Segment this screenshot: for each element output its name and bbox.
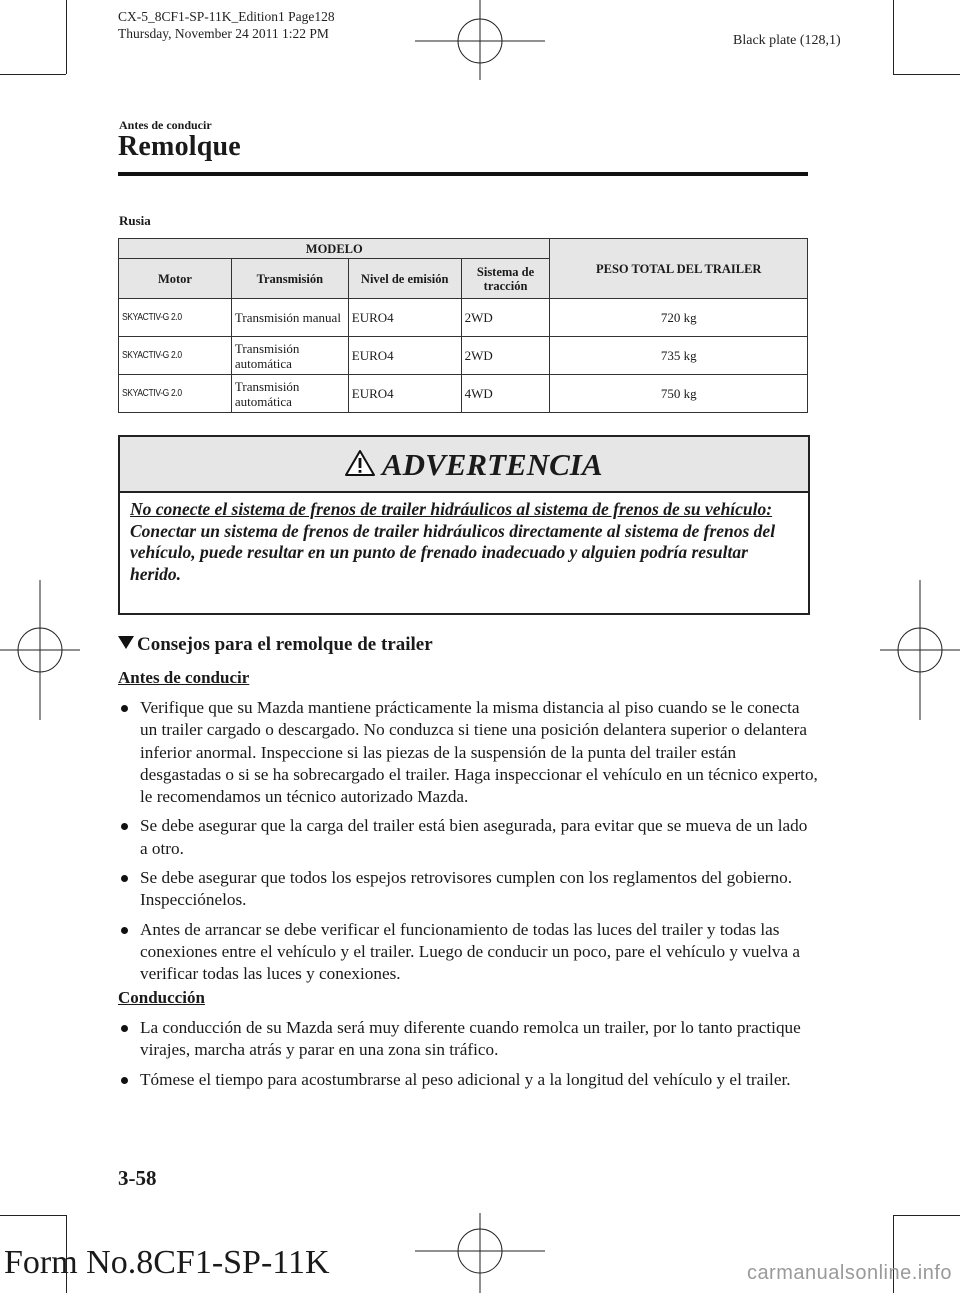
bullet-dot-icon bbox=[121, 927, 128, 934]
warning-title: ADVERTENCIA bbox=[382, 447, 603, 482]
emission-cell: EURO4 bbox=[348, 375, 461, 413]
list-item-text: Verifique que su Mazda mantiene prácticamente la misma distancia al piso cuando se le conecta un trailer cargado o descargado. No conduzca si tiene una posición delantera superior o delantera inferior anormal. Inspeccione si las piezas de la suspensión de la punta del trailer están desgastadas o si se ha sobrecargado el trailer. Haga inspeccionar el vehículo en un técnico experto, le recomendamos un técnico autorizado Mazda. bbox=[140, 698, 818, 807]
engine-cell: SKYACTIV-G 2.0 bbox=[119, 337, 215, 375]
warning-box bbox=[118, 435, 810, 615]
registration-mark-icon bbox=[880, 580, 960, 720]
bullet-dot-icon bbox=[121, 1025, 128, 1032]
crop-mark bbox=[893, 74, 960, 75]
table-row bbox=[119, 337, 808, 375]
crop-mark bbox=[66, 0, 67, 74]
page-title: Remolque bbox=[118, 131, 241, 162]
towing-spec-table bbox=[118, 238, 808, 413]
weight-cell: 720 kg bbox=[550, 299, 808, 337]
table-column-header: Motor bbox=[119, 259, 232, 299]
plate-info: Black plate (128,1) bbox=[733, 33, 841, 48]
transmission-cell: Transmisión manual bbox=[231, 299, 348, 337]
table-group-header: MODELO bbox=[119, 239, 550, 259]
page-number: 3-58 bbox=[118, 1166, 157, 1190]
form-number: Form No.8CF1-SP-11K bbox=[4, 1244, 330, 1281]
crop-mark bbox=[0, 74, 66, 75]
bullet-dot-icon bbox=[121, 705, 128, 712]
bullet-list-before-driving bbox=[118, 697, 818, 993]
warning-triangle-icon bbox=[344, 449, 376, 477]
crop-mark bbox=[893, 0, 894, 74]
table-weight-header: PESO TOTAL DEL TRAILER bbox=[550, 239, 808, 299]
list-item bbox=[118, 815, 818, 860]
list-item-text: La conducción de su Mazda será muy diferente cuando remolca un trailer, por lo tanto practique virajes, marcha atrás y parar en una zona sin tráfico. bbox=[140, 1018, 801, 1060]
warning-body bbox=[130, 499, 800, 585]
crop-mark bbox=[0, 1215, 66, 1216]
warning-lead: No conecte el sistema de frenos de trailer hidráulicos al sistema de frenos de su vehículo: bbox=[130, 499, 773, 519]
subsection-heading bbox=[118, 634, 433, 656]
print-header-line1: CX-5_8CF1-SP-11K_Edition1 Page128 bbox=[118, 9, 335, 24]
list-item bbox=[118, 1017, 818, 1062]
watermark: carmanualsonline.info bbox=[746, 1262, 952, 1284]
transmission-cell: Transmisión automática bbox=[231, 375, 348, 413]
list-item-text: Se debe asegurar que todos los espejos retrovisores cumplen con los reglamentos del gobierno. Inspecciónelos. bbox=[140, 868, 793, 910]
bullet-dot-icon bbox=[121, 1077, 128, 1084]
weight-cell: 735 kg bbox=[550, 337, 808, 375]
table-column-header: Sistema de tracción bbox=[461, 259, 550, 299]
table-column-header: Nivel de emisión bbox=[348, 259, 461, 299]
print-header bbox=[118, 8, 335, 42]
list-item bbox=[118, 867, 818, 912]
list-item-text: Antes de arrancar se debe verificar el funcionamiento de todas las luces del trailer y todas las conexiones entre el vehículo y el trailer. Luego de conducir un poco, pare el vehículo y vuelva a verificar todas las luces y conexiones. bbox=[140, 919, 801, 984]
table-row bbox=[119, 299, 808, 337]
group-heading-before-driving: Antes de conducir bbox=[118, 668, 250, 687]
region-label: Rusia bbox=[119, 213, 151, 228]
emission-cell: EURO4 bbox=[348, 299, 461, 337]
emission-cell: EURO4 bbox=[348, 337, 461, 375]
triangle-bullet-icon bbox=[118, 636, 134, 649]
bullet-dot-icon bbox=[121, 875, 128, 882]
table-column-header: Transmisión bbox=[231, 259, 348, 299]
group-heading-driving: Conducción bbox=[118, 988, 205, 1007]
transmission-cell: Transmisión automática bbox=[231, 337, 348, 375]
crop-mark bbox=[893, 1215, 960, 1216]
title-divider bbox=[118, 172, 808, 176]
weight-cell: 750 kg bbox=[550, 375, 808, 413]
list-item bbox=[118, 697, 818, 808]
drive-cell: 2WD bbox=[461, 337, 550, 375]
list-item bbox=[118, 919, 818, 986]
registration-mark-icon bbox=[415, 1213, 545, 1293]
bullet-dot-icon bbox=[121, 823, 128, 830]
engine-cell: SKYACTIV-G 2.0 bbox=[119, 299, 215, 337]
bullet-list-driving bbox=[118, 1017, 818, 1098]
table-row bbox=[119, 375, 808, 413]
registration-mark-icon bbox=[415, 0, 545, 80]
drive-cell: 2WD bbox=[461, 299, 550, 337]
section-label: Antes de conducir bbox=[119, 118, 212, 132]
subsection-title: Consejos para el remolque de trailer bbox=[137, 634, 433, 655]
warning-header bbox=[120, 437, 808, 493]
registration-mark-icon bbox=[0, 580, 80, 720]
engine-cell: SKYACTIV-G 2.0 bbox=[119, 375, 215, 413]
list-item-text: Se debe asegurar que la carga del trailer está bien asegurada, para evitar que se mueva de un lado a otro. bbox=[140, 816, 808, 858]
warning-text: Conectar un sistema de frenos de trailer hidráulicos directamente al sistema de frenos del vehículo, puede resultar en un punto de frenado inadecuado y alguien podría resultar herido. bbox=[130, 520, 776, 584]
list-item bbox=[118, 1069, 818, 1091]
print-header-line2: Thursday, November 24 2011 1:22 PM bbox=[118, 26, 329, 41]
list-item-text: Tómese el tiempo para acostumbrarse al peso adicional y a la longitud del vehículo y el trailer. bbox=[140, 1069, 791, 1089]
drive-cell: 4WD bbox=[461, 375, 550, 413]
